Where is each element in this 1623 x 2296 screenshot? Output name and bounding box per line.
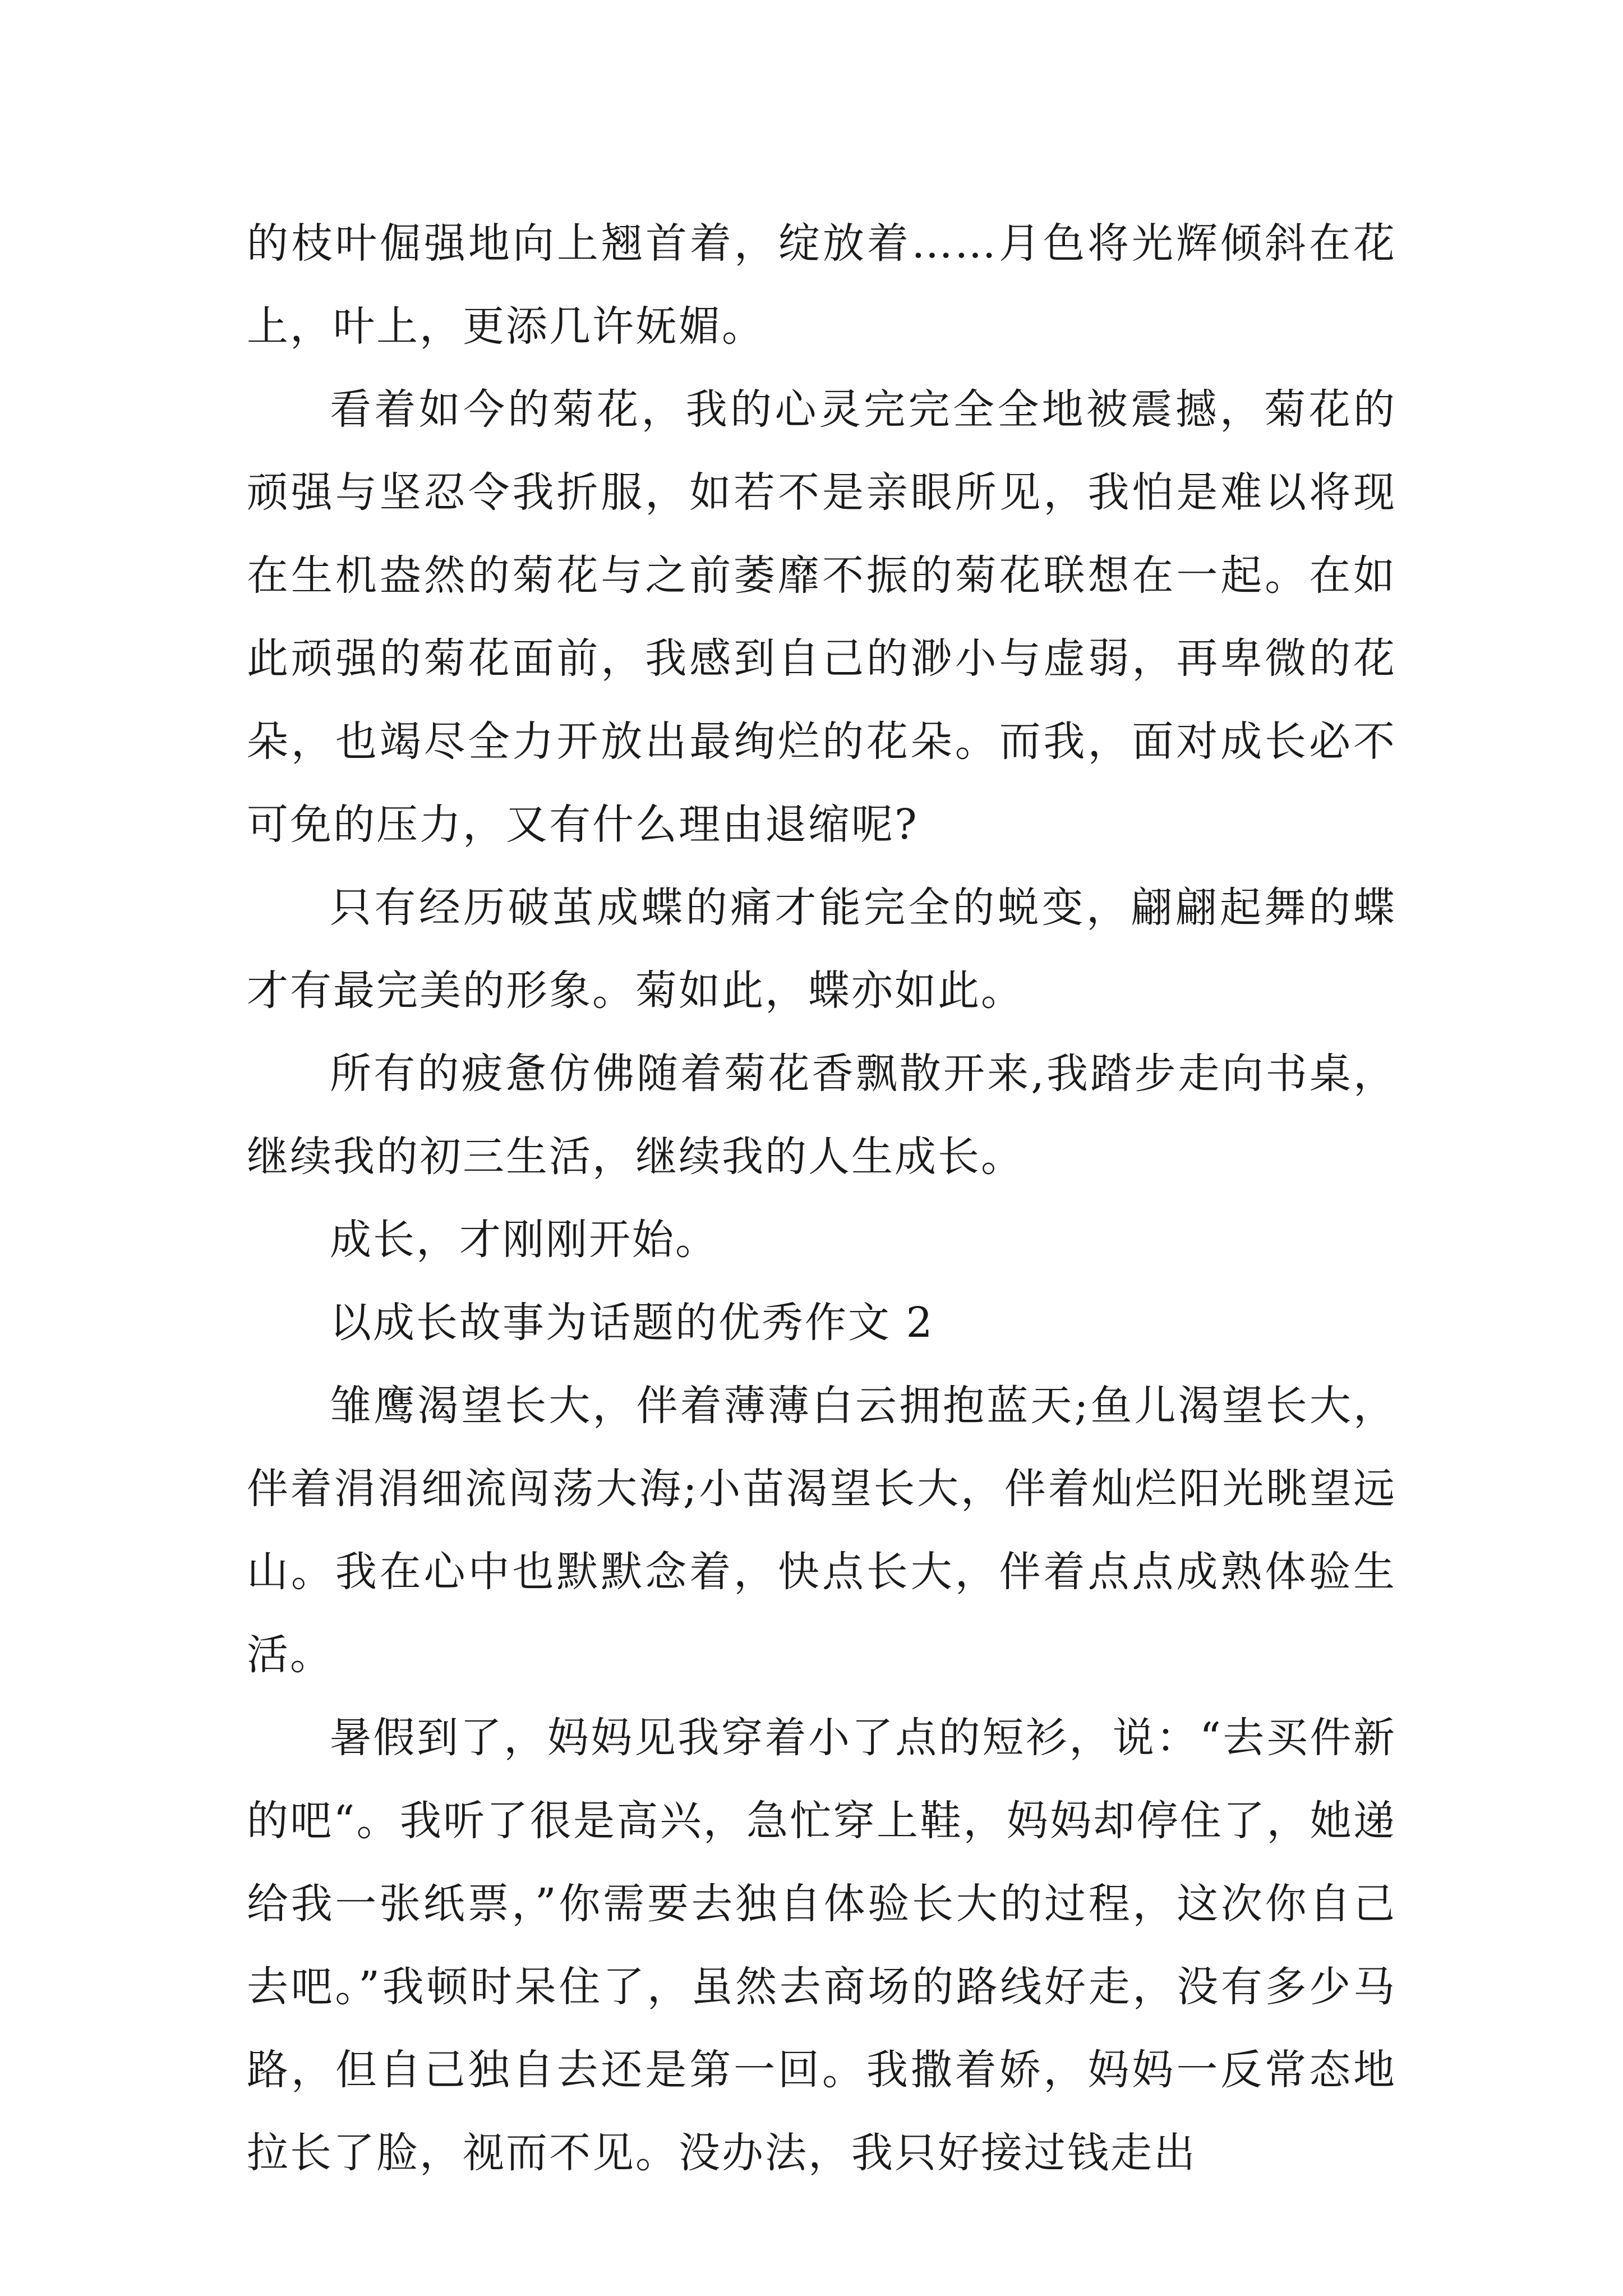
- essay-heading: 以成长故事为话题的优秀作文 2: [330, 1299, 934, 1347]
- document-body: [247, 202, 1396, 2194]
- paragraph-1: 的枝叶倔强地向上翘首着，绽放着……月色将光辉倾斜在花上，叶上，更添几许妩媚。: [247, 219, 1396, 351]
- paragraph-4: 所有的疲惫仿佛随着菊花香飘散开来,我踏步走向书桌，继续我的初三生活，继续我的人生成长。: [247, 1050, 1396, 1181]
- paragraph-7: 暑假到了，妈妈见我穿着小了点的短衫，说：“去买件新的吧“。我听了很是高兴，急忙穿上鞋，妈妈却停住了，她递给我一张纸票，”你需要去独自体验长大的过程，这次你自己去吧。”我顿时呆住了，虽然去商场的路线好走，没有多少马路，但自己独自去还是第一回。我撒着娇，妈妈一反常态地拉长了脸，视而不见。没办法，我只好接过钱走出: [247, 1714, 1396, 2177]
- paragraph-2: 看着如今的菊花，我的心灵完完全全地被震撼，菊花的顽强与坚忍令我折服，如若不是亲眼所见，我怕是难以将现在生机盎然的菊花与之前萎靡不振的菊花联想在一起。在如此顽强的菊花面前，我感到自己的渺小与虚弱，再卑微的花朵，也竭尽全力开放出最绚烂的花朵。而我，面对成长必不可免的压力，又有什么理由退缩呢?: [247, 385, 1396, 849]
- paragraph-6: 雏鹰渴望长大，伴着薄薄白云拥抱蓝天;鱼儿渴望长大，伴着涓涓细流闯荡大海;小苗渴望长大，伴着灿烂阳光眺望远山。我在心中也默默念着，快点长大，伴着点点成熟体验生活。: [247, 1382, 1396, 1679]
- paragraph-5: 成长，才刚刚开始。: [330, 1216, 718, 1264]
- paragraph-3: 只有经历破茧成蝶的痛才能完全的蜕变，翩翩起舞的蝶才有最完美的形象。菊如此，蝶亦如此。: [247, 884, 1396, 1015]
